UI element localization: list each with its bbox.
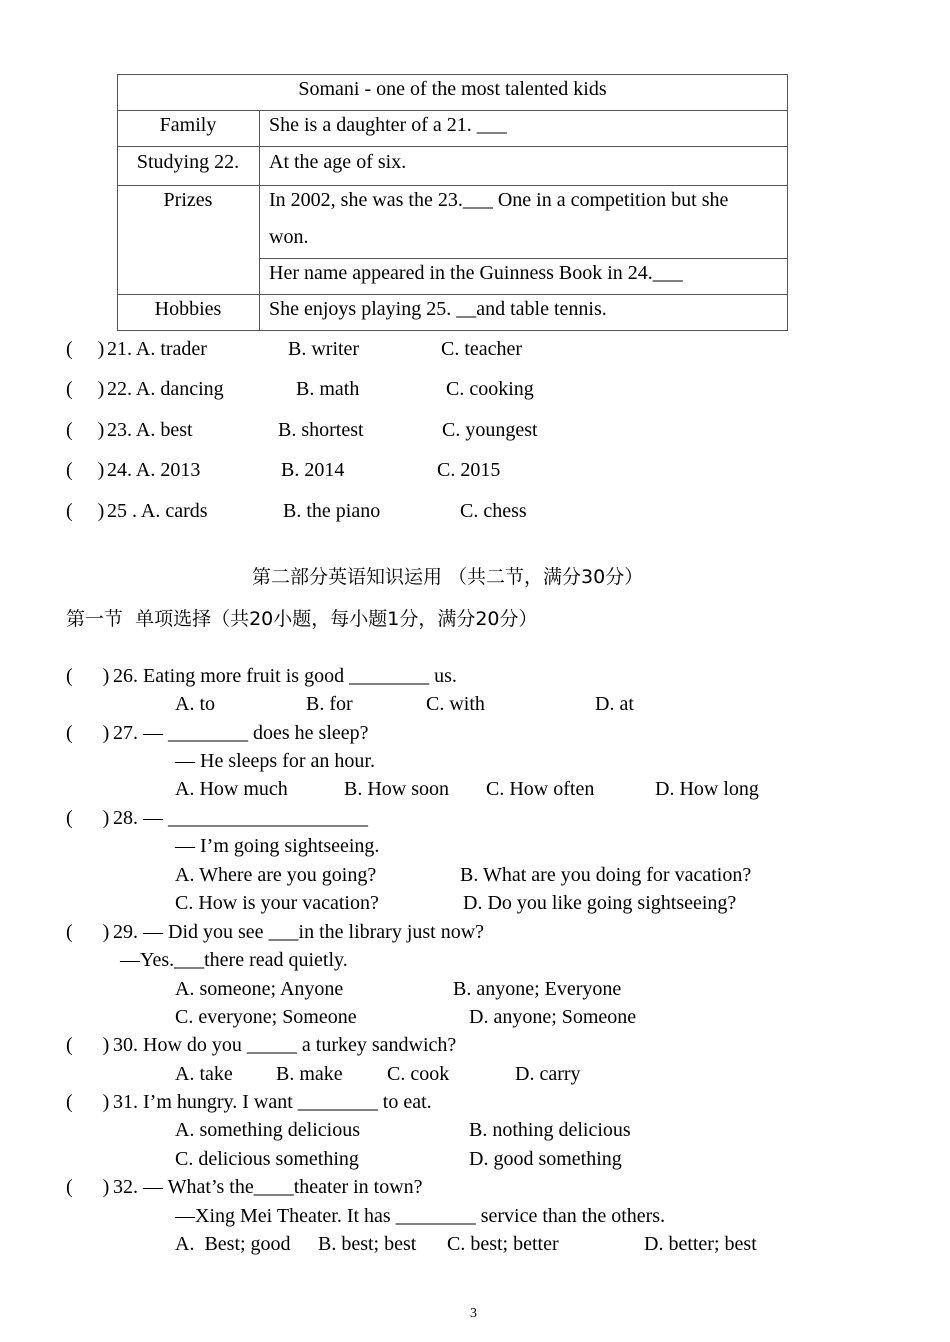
option-d: D. good something [469, 1148, 622, 1170]
option-b: B. What are you doing for vacation? [460, 864, 752, 886]
option-c: C. youngest [442, 419, 538, 441]
option-b: B. the piano [283, 500, 381, 522]
option-b: B. best; best [318, 1233, 417, 1255]
option-d: D. anyone; Someone [469, 1006, 637, 1028]
option-a: A. Where are you going? [175, 864, 377, 886]
answer-paren: ( ) [66, 419, 105, 441]
table-row-divider [259, 258, 788, 259]
option-d: D. How long [655, 778, 759, 800]
option-b: B. anyone; Everyone [453, 978, 622, 1000]
question-stem: 25 . A. cards [107, 500, 208, 522]
question-stem: 30. How do you _____ a turkey sandwich? [113, 1034, 457, 1056]
page-number: 3 [470, 1306, 477, 1321]
question-stem: 32. — What’s the____theater in town? [113, 1176, 423, 1198]
question-dialogue: — I’m going sightseeing. [175, 835, 380, 857]
table-title: Somani - one of the most talented kids [298, 78, 607, 100]
option-b: B. How soon [344, 778, 450, 800]
question-stem: 21. A. trader [107, 338, 207, 360]
table-cell: At the age of six. [269, 151, 407, 173]
option-b: B. math [296, 378, 360, 400]
question-stem: 28. — ____________________ [113, 807, 368, 829]
table-border-bottom [117, 330, 788, 331]
option-c: C. teacher [441, 338, 523, 360]
option-a: A. take [175, 1063, 233, 1085]
table-cell: She is a daughter of a 21. ___ [269, 114, 507, 136]
answer-paren: ( ) [66, 500, 105, 522]
answer-paren: ( ) [66, 378, 105, 400]
answer-paren: ( ) [66, 1034, 110, 1056]
table-row-label: Prizes [163, 189, 213, 211]
answer-paren: ( ) [66, 665, 110, 687]
answer-paren: ( ) [66, 722, 110, 744]
answer-paren: ( ) [66, 1091, 110, 1113]
question-dialogue: —Yes.___there read quietly. [120, 949, 348, 971]
question-stem: 26. Eating more fruit is good ________ us. [113, 665, 457, 687]
option-d: D. better; best [644, 1233, 757, 1255]
table-row-divider [117, 294, 788, 295]
option-b: B. for [306, 693, 353, 715]
table-row-label: Hobbies [154, 298, 222, 320]
question-dialogue: —Xing Mei Theater. It has ________ service than the others. [175, 1205, 666, 1227]
table-cell: won. [269, 226, 309, 248]
subsection-title: 第一节 单项选择（共20小题，每小题1分，满分20分） [66, 608, 538, 630]
table-row-label: Studying 22. [136, 151, 240, 173]
option-c: C. cook [387, 1063, 450, 1085]
option-a: A. someone; Anyone [175, 978, 344, 1000]
question-dialogue: — He sleeps for an hour. [175, 750, 375, 772]
option-c: C. 2015 [437, 459, 501, 481]
option-c: C. cooking [446, 378, 534, 400]
answer-paren: ( ) [66, 807, 110, 829]
option-b: B. nothing delicious [469, 1119, 631, 1141]
table-row-divider [117, 146, 788, 147]
option-a: A. something delicious [175, 1119, 360, 1141]
option-d: D. Do you like going sightseeing? [463, 892, 737, 914]
answer-paren: ( ) [66, 459, 105, 481]
answer-paren: ( ) [66, 1176, 110, 1198]
option-c: C. delicious something [175, 1148, 359, 1170]
question-stem: 27. — ________ does he sleep? [113, 722, 369, 744]
option-b: B. writer [288, 338, 360, 360]
table-row-divider [117, 110, 788, 111]
option-a: A. to [175, 693, 215, 715]
question-stem: 24. A. 2013 [107, 459, 201, 481]
question-stem: 23. A. best [107, 419, 193, 441]
option-c: C. with [426, 693, 485, 715]
option-a: A. Best; good [175, 1233, 291, 1255]
table-border-top [117, 74, 788, 75]
option-c: C. everyone; Someone [175, 1006, 357, 1028]
section-title: 第二部分英语知识运用 （共二节，满分30分） [252, 566, 644, 588]
table-row-label: Family [159, 114, 217, 136]
table-column-divider [259, 110, 260, 331]
option-c: C. How often [486, 778, 595, 800]
table-row-divider [117, 185, 788, 186]
answer-paren: ( ) [66, 338, 105, 360]
table-cell: She enjoys playing 25. __and table tennis. [269, 298, 607, 320]
question-stem: 22. A. dancing [107, 378, 224, 400]
option-b: B. make [276, 1063, 343, 1085]
table-border-right [787, 74, 788, 331]
table-cell: Her name appeared in the Guinness Book in 24.___ [269, 262, 683, 284]
option-d: D. at [595, 693, 634, 715]
table-cell: In 2002, she was the 23.___ One in a competition but she [269, 189, 729, 211]
option-b: B. shortest [278, 419, 364, 441]
option-c: C. chess [460, 500, 527, 522]
option-c: C. How is your vacation? [175, 892, 379, 914]
answer-paren: ( ) [66, 921, 110, 943]
option-b: B. 2014 [281, 459, 345, 481]
question-stem: 29. — Did you see ___in the library just now? [113, 921, 485, 943]
option-c: C. best; better [447, 1233, 559, 1255]
question-stem: 31. I’m hungry. I want ________ to eat. [113, 1091, 432, 1113]
option-a: A. How much [175, 778, 288, 800]
info-table [117, 74, 788, 331]
option-d: D. carry [515, 1063, 581, 1085]
